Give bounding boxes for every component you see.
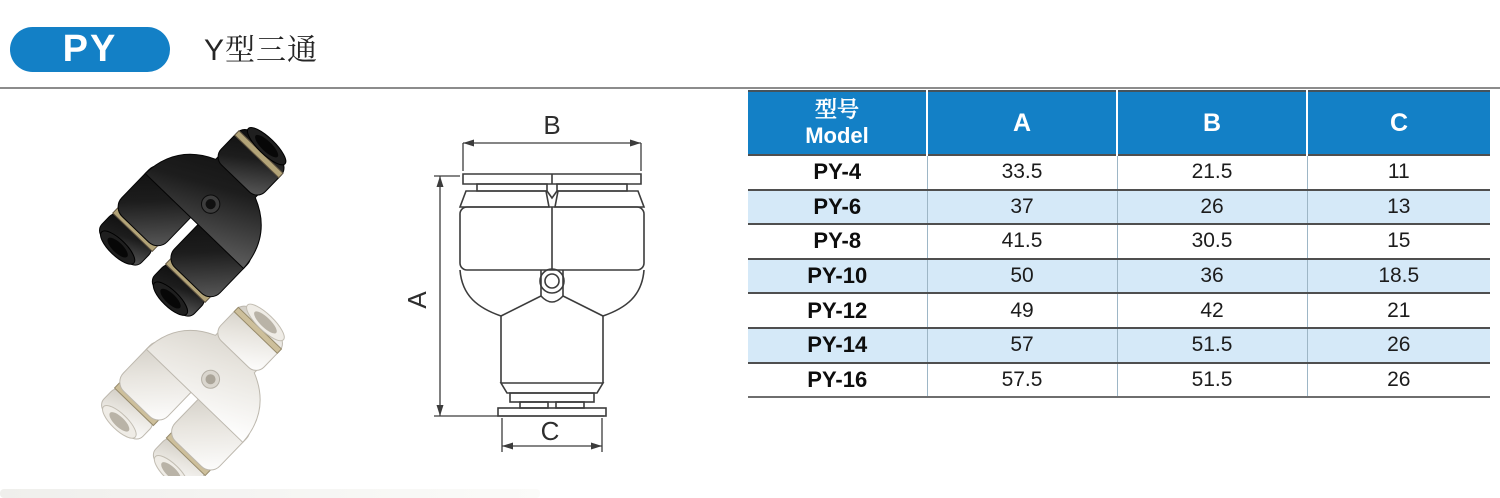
value-cell: 15 [1307,224,1490,259]
dim-label-c: C [540,416,560,446]
dimension-drawing [398,100,738,498]
value-cell: 41.5 [927,224,1117,259]
dim-label-a: A [402,291,432,309]
value-cell: 18.5 [1307,259,1490,294]
col-header-c: C [1307,91,1490,155]
model-cell: PY-6 [748,190,927,225]
model-cell: PY-14 [748,328,927,363]
table-row [748,259,1490,294]
table-row [748,224,1490,259]
value-cell: 21.5 [1117,155,1307,190]
value-cell: 26 [1307,363,1490,398]
value-cell: 57.5 [927,363,1117,398]
table-row [748,293,1490,328]
value-cell: 51.5 [1117,328,1307,363]
value-cell: 26 [1307,328,1490,363]
value-cell: 13 [1307,190,1490,225]
value-cell: 51.5 [1117,363,1307,398]
value-cell: 37 [927,190,1117,225]
value-cell: 49 [927,293,1117,328]
table-row [748,155,1490,190]
value-cell: 42 [1117,293,1307,328]
value-cell: 26 [1117,190,1307,225]
scan-artifact [0,489,540,498]
spec-table [748,90,1490,398]
value-cell: 33.5 [927,155,1117,190]
value-cell: 21 [1307,293,1490,328]
col-header-a: A [927,91,1117,155]
dim-label-b: B [543,110,561,140]
black-y-fitting-illustration [89,98,321,326]
col-header-model-en: Model [805,123,869,148]
col-header-b: B [1117,91,1307,155]
table-row [748,363,1490,398]
product-photo [60,98,360,476]
model-cell: PY-8 [748,224,927,259]
value-cell: 57 [927,328,1117,363]
model-cell: PY-12 [748,293,927,328]
table-header-row [748,91,1490,155]
table-row [748,190,1490,225]
col-header-model [748,91,927,155]
model-cell: PY-4 [748,155,927,190]
value-cell: 30.5 [1117,224,1307,259]
header-divider [0,87,1500,89]
model-cell: PY-16 [748,363,927,398]
value-cell: 11 [1307,155,1490,190]
table-row [748,328,1490,363]
model-cell: PY-10 [748,259,927,294]
value-cell: 50 [927,259,1117,294]
value-cell: 36 [1117,259,1307,294]
col-header-model-cn: 型号 [814,97,859,122]
series-badge: PY [10,27,170,72]
page-title: Y型三通 [204,34,319,67]
